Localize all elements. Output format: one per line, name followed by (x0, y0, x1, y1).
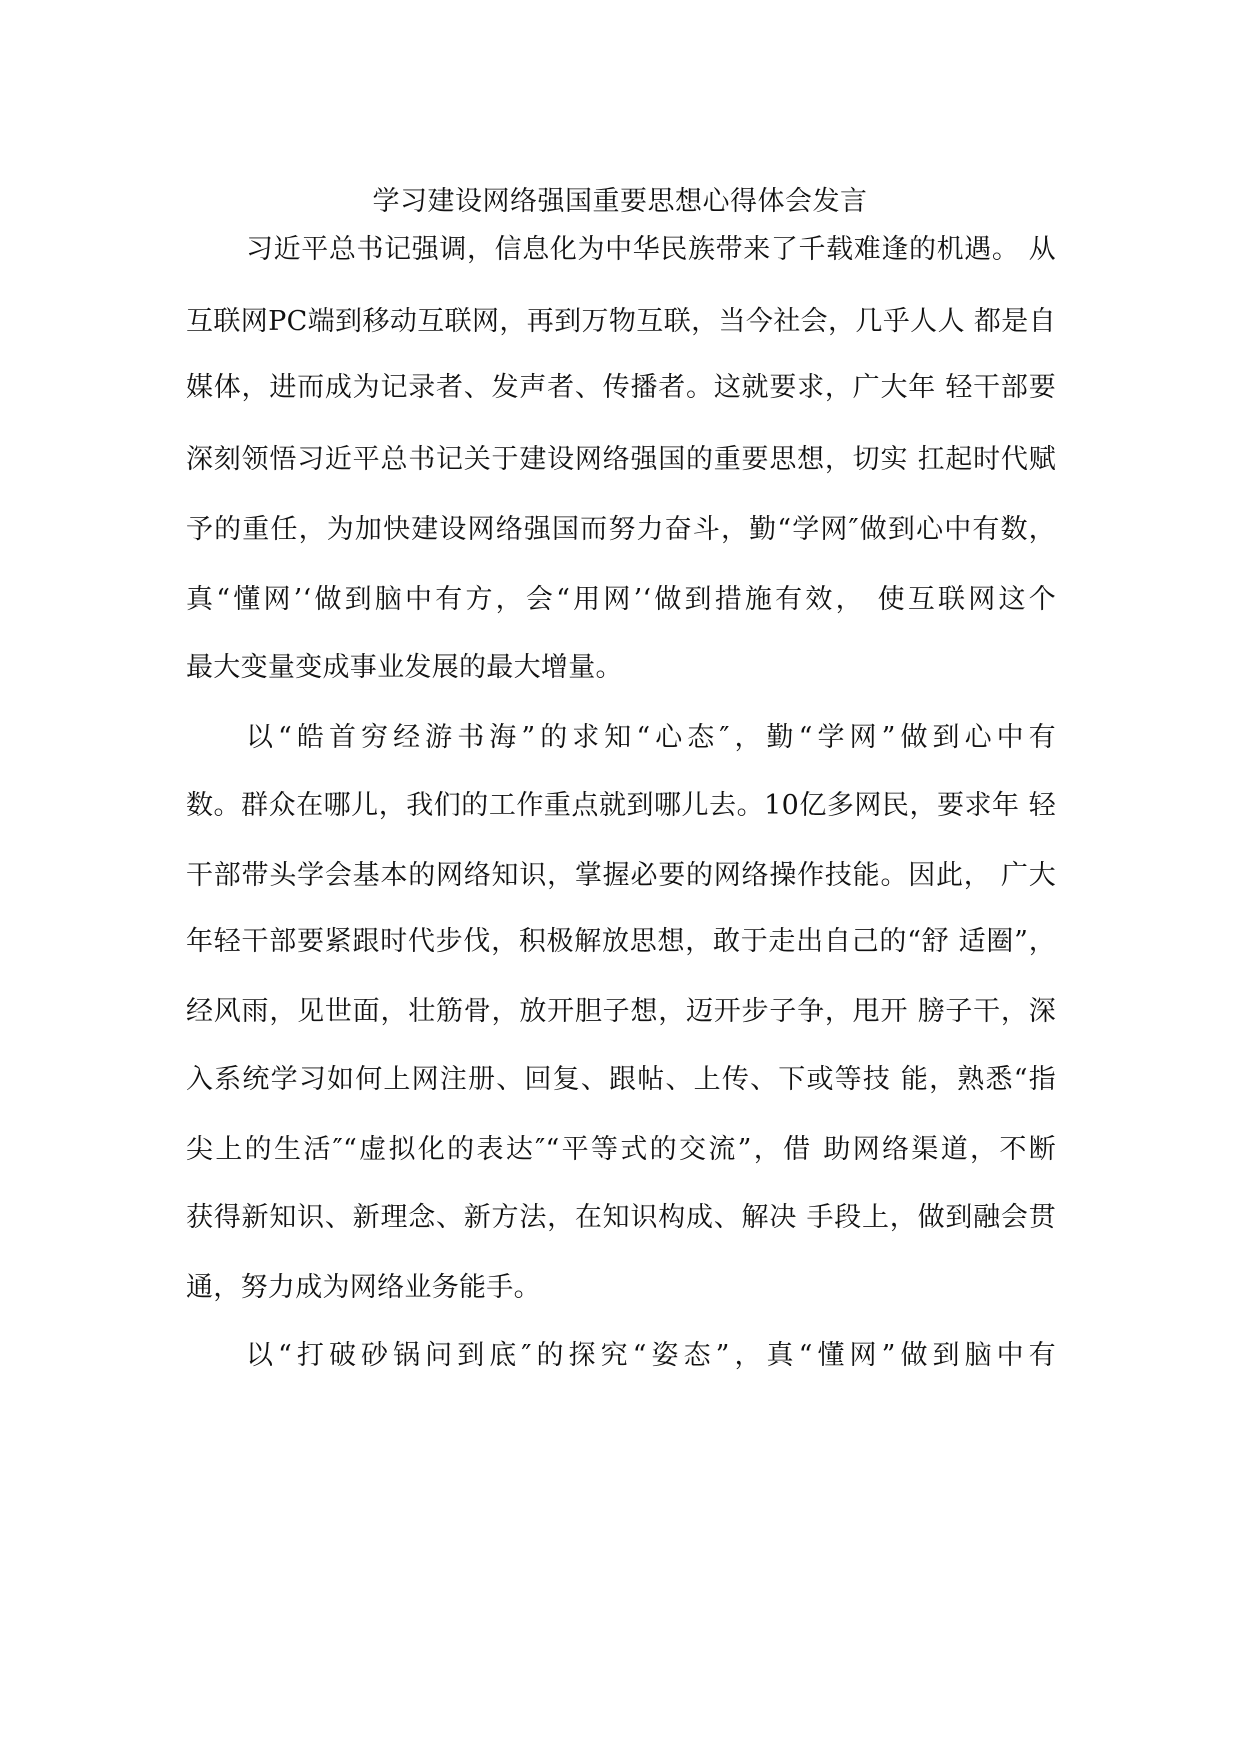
paragraph-2-line-9: 通，努力成为网络业务能手。 (186, 1272, 541, 1303)
paragraph-2-line-8: 获得新知识、新理念、新方法，在知识构成、解决 手段上，做到融会贯 (186, 1202, 1056, 1233)
paragraph-3-line-1: 以“打破砂锅问到底″的探究“姿态”，真“懂网”做到脑中有 (246, 1340, 1056, 1371)
paragraph-1-line-3: 媒体，进而成为记录者、发声者、传播者。这就要求，广大年 轻干部要 (186, 372, 1056, 403)
paragraph-2-line-1: 以“皓首穷经游书海”的求知“心态″，勤“学网”做到心中有 (246, 722, 1056, 753)
paragraph-2-line-3: 干部带头学会基本的网络知识，掌握必要的网络操作技能。因此， 广大 (186, 860, 1056, 891)
paragraph-1-line-4: 深刻领悟习近平总书记关于建设网络强国的重要思想，切实 扛起时代赋 (186, 444, 1056, 475)
paragraph-2-line-4: 年轻干部要紧跟时代步伐，积极解放思想，敢于走出自己的“舒 适圈”， (186, 926, 1056, 957)
paragraph-1-line-5: 予的重任，为加快建设网络强国而努力奋斗，勤“学网″做到心中有数， (186, 514, 1056, 545)
paragraph-1-line-6: 真“懂网’‘做到脑中有方，会“用网’‘做到措施有效， 使互联网这个 (186, 584, 1056, 615)
paragraph-2-line-5: 经风雨，见世面，壮筋骨，放开胆子想，迈开步子争，甩开 膀子干，深 (186, 996, 1056, 1027)
paragraph-2-line-7: 尖上的生活″“虚拟化的表达″“平等式的交流”，借 助网络渠道，不断 (186, 1134, 1056, 1165)
document-title: 学习建设网络强国重要思想心得体会发言 (372, 186, 868, 217)
paragraph-2-line-6: 入系统学习如何上网注册、回复、跟帖、上传、下或等技 能，熟悉“指 (186, 1064, 1056, 1095)
paragraph-1-line-1: 习近平总书记强调，信息化为中华民族带来了千载难逢的机遇。 从 (246, 234, 1056, 265)
paragraph-2-line-2: 数。群众在哪儿，我们的工作重点就到哪儿去。10亿多网民，要求年 轻 (186, 790, 1056, 821)
paragraph-1-line-7: 最大变量变成事业发展的最大增量。 (186, 652, 623, 683)
paragraph-1-line-2: 互联网PC端到移动互联网，再到万物互联，当今社会，几乎人人 都是自 (186, 306, 1056, 337)
